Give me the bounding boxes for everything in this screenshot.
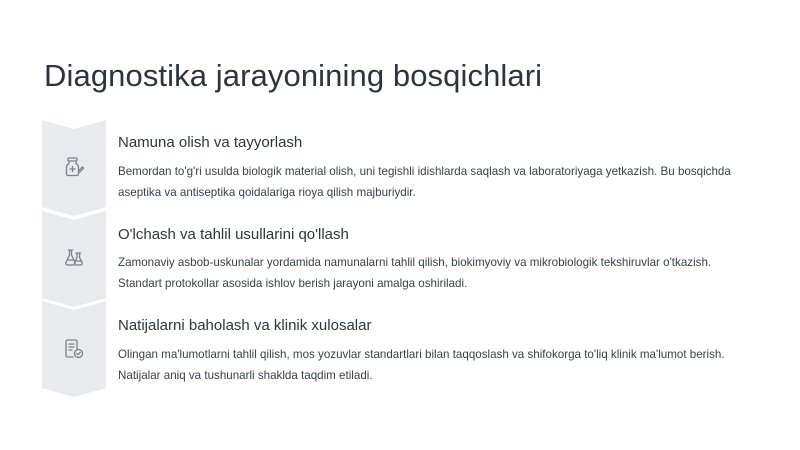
sample-jar-icon (62, 155, 86, 179)
page-title: Diagnostika jarayonining bosqichlari (44, 58, 543, 93)
flasks-icon (62, 246, 86, 270)
report-check-icon (62, 337, 86, 361)
step-3-description: Olingan ma'lumotlarni tahlil qilish, mos yozuvlar standartlari bilan taqqoslash va shifokorga to'liq klinik ma'lumot berish. Natijalar aniq va tushunarli shaklda taqdim etiladi. (118, 348, 725, 382)
step-3-title: Natijalarni baholash va klinik xulosalar (118, 317, 372, 334)
step-1-description: Bemordan to'g'ri usulda biologik material olish, uni tegishli idishlarda saqlash va laboratoriyaga yetkazish. Bu bosqichda aseptika va antiseptika qoidalariga rioya qilish majburiydir. (118, 165, 731, 199)
step-2-title: O'lchash va tahlil usullarini qo'llash (118, 226, 349, 243)
step-1-title: Namuna olish va tayyorlash (118, 134, 303, 151)
step-2-description: Zamonaviy asbob-uskunalar yordamida namunalarni tahlil qilish, biokimyoviy va mikrobiologik tekshiruvlar o'tkazish. Standart protokollar asosida ishlov berish jarayoni amalga oshiriladi. (118, 256, 712, 290)
